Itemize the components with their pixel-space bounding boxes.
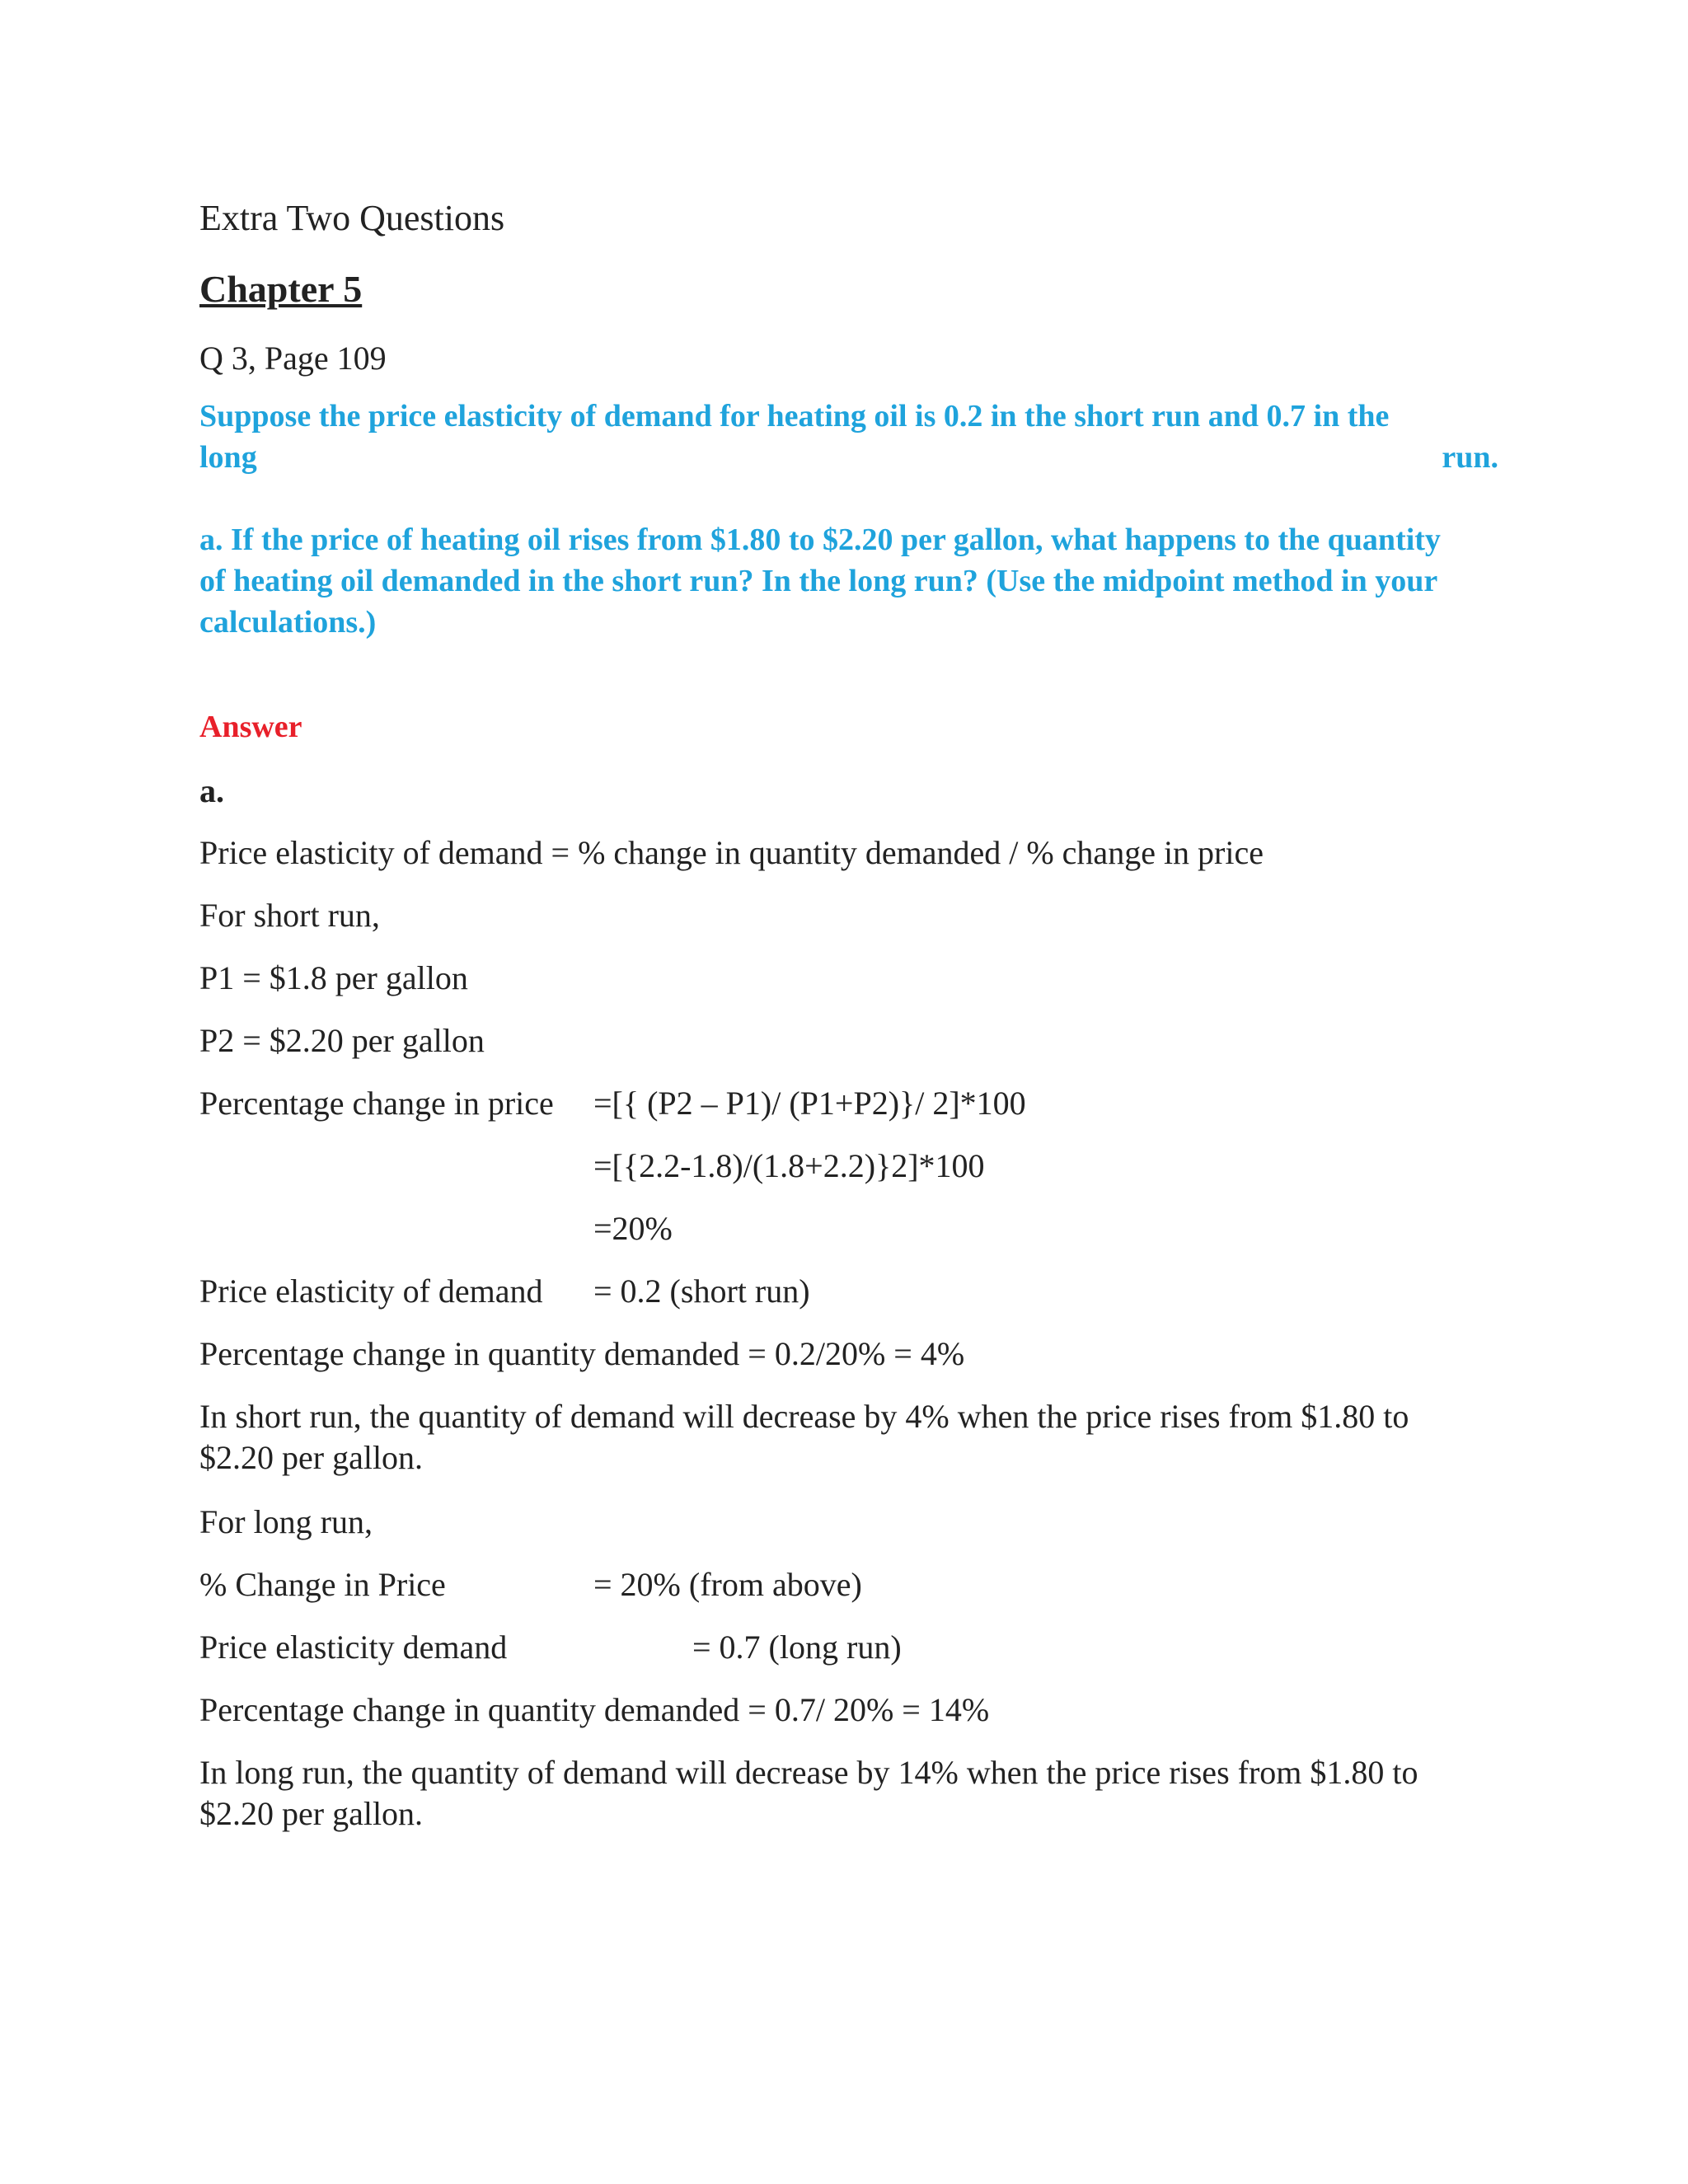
pct-price-step-1: =[{ (P2 – P1)/ (P1+P2)}/ 2]*100 bbox=[593, 1085, 1026, 1122]
question-line-1 bbox=[199, 396, 1498, 437]
pct-change-price-value: = 20% (from above) bbox=[593, 1566, 862, 1603]
short-conclusion-line-1: In short run, the quantity of demand will decrease by 4% when the price rises from $1.80 to bbox=[199, 1398, 1409, 1435]
elasticity-formula: Price elasticity of demand = % change in quantity demanded / % change in price bbox=[199, 834, 1264, 871]
answer-heading: Answer bbox=[199, 710, 302, 744]
pct-change-price-label: % Change in Price bbox=[199, 1566, 446, 1603]
ped-short-value: = 0.2 (short run) bbox=[593, 1272, 810, 1310]
ped-short-label: Price elasticity of demand bbox=[199, 1272, 543, 1310]
ped-long-label: Price elasticity demand bbox=[199, 1629, 508, 1666]
pct-qd-long: Percentage change in quantity demanded = 0.7/ 20% = 14% bbox=[199, 1691, 990, 1728]
answer-part-label: a. bbox=[199, 772, 224, 809]
price-p1: P1 = $1.8 per gallon bbox=[199, 959, 468, 996]
long-run-heading: For long run, bbox=[199, 1503, 373, 1540]
pct-price-step-3: =20% bbox=[593, 1210, 673, 1247]
part-a-question-line-1: a. If the price of heating oil rises from $1.80 to $2.20 per gallon, what happens to the quantity bbox=[199, 523, 1441, 557]
price-p2: P2 = $2.20 per gallon bbox=[199, 1022, 485, 1059]
question-reference: Q 3, Page 109 bbox=[199, 340, 387, 377]
question-text-1: Suppose the price elasticity of demand for heating oil is 0.2 in the short run and 0.7 in the bbox=[199, 399, 1390, 434]
long-conclusion-line-1: In long run, the quantity of demand will decrease by 14% when the price rises from $1.80 to bbox=[199, 1754, 1418, 1791]
question-text-2-right: run. bbox=[1442, 440, 1498, 475]
document-title: Extra Two Questions bbox=[199, 198, 505, 238]
short-run-heading: For short run, bbox=[199, 897, 380, 934]
long-conclusion-line-2: $2.20 per gallon. bbox=[199, 1795, 424, 1832]
part-a-question-line-2: of heating oil demanded in the short run? In the long run? (Use the midpoint method in your bbox=[199, 564, 1438, 598]
pct-qd-short: Percentage change in quantity demanded = 0.2/20% = 4% bbox=[199, 1335, 965, 1372]
question-line-2 bbox=[199, 437, 1498, 478]
ped-long-value: = 0.7 (long run) bbox=[692, 1629, 902, 1666]
chapter-heading: Chapter 5 bbox=[199, 268, 363, 310]
short-conclusion-line-2: $2.20 per gallon. bbox=[199, 1439, 424, 1476]
pct-price-label: Percentage change in price bbox=[199, 1085, 554, 1122]
question-text-2-left: long bbox=[199, 440, 257, 475]
pct-price-step-2: =[{2.2-1.8)/(1.8+2.2)}2]*100 bbox=[593, 1147, 985, 1184]
part-a-question-line-3: calculations.) bbox=[199, 605, 377, 640]
